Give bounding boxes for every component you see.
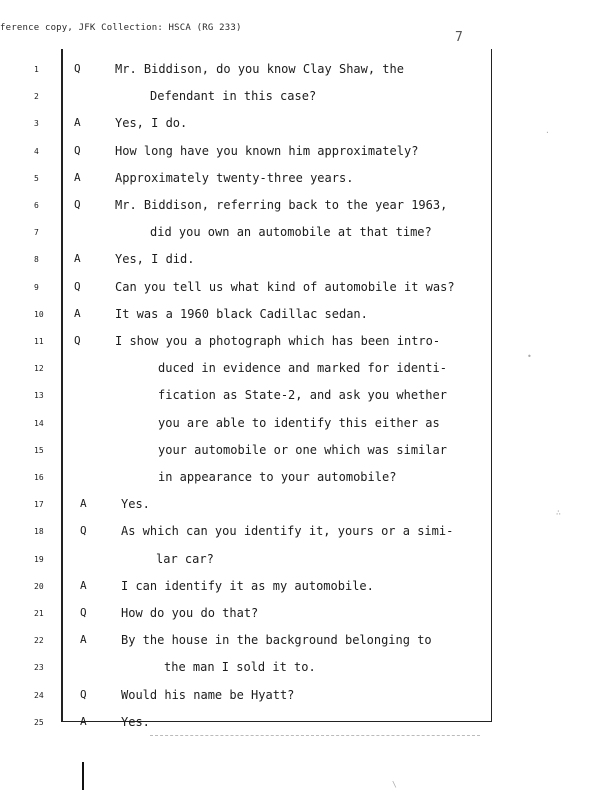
transcript-line bbox=[0, 497, 612, 511]
transcript-line bbox=[0, 470, 612, 484]
transcript-line bbox=[0, 225, 612, 239]
transcript-line bbox=[0, 660, 612, 674]
line-number: 13 bbox=[34, 391, 44, 401]
line-text: did you own an automobile at that time? bbox=[150, 225, 432, 240]
line-text: fication as State-2, and ask you whether bbox=[158, 388, 447, 403]
speaker-label: Q bbox=[80, 687, 87, 701]
line-text: you are able to identify this either as bbox=[158, 415, 440, 430]
line-number: 3 bbox=[34, 119, 39, 129]
line-number: 9 bbox=[34, 282, 39, 292]
transcript-line bbox=[0, 579, 612, 593]
transcript-line bbox=[0, 116, 612, 130]
line-text: Approximately twenty-three years. bbox=[115, 170, 354, 185]
line-number: 20 bbox=[34, 581, 44, 591]
line-number: 2 bbox=[34, 92, 39, 102]
line-number: 10 bbox=[34, 309, 44, 319]
line-number: 24 bbox=[34, 690, 44, 700]
line-number: 18 bbox=[34, 527, 44, 537]
line-text: Yes. bbox=[121, 714, 150, 729]
line-text: the man I sold it to. bbox=[164, 660, 316, 675]
line-number: 16 bbox=[34, 473, 44, 482]
line-text: As which can you identify it, yours or a simi- bbox=[121, 524, 454, 539]
scan-speck: \ bbox=[392, 780, 397, 789]
line-number: 21 bbox=[34, 609, 44, 618]
transcript-line bbox=[0, 388, 612, 402]
speaker-label: A bbox=[74, 170, 81, 184]
line-number: 7 bbox=[34, 228, 39, 238]
line-number: 6 bbox=[34, 201, 39, 210]
line-text: Yes, I do. bbox=[115, 116, 188, 131]
transcript-line bbox=[0, 416, 612, 430]
line-number: 25 bbox=[34, 717, 44, 727]
line-text: By the house in the background belonging to bbox=[121, 633, 432, 648]
transcript-line bbox=[0, 715, 612, 729]
scan-speck: ∴ bbox=[556, 508, 561, 517]
speaker-label: Q bbox=[74, 279, 81, 293]
line-number: 8 bbox=[34, 255, 39, 265]
collection-header: ference copy, JFK Collection: HSCA (RG 233) bbox=[0, 23, 242, 33]
transcript-line bbox=[0, 524, 612, 538]
line-number: 1 bbox=[34, 65, 39, 74]
transcript-line bbox=[0, 443, 612, 457]
page-mark: 7 bbox=[455, 30, 463, 45]
speaker-label: Q bbox=[74, 198, 81, 211]
line-text: duced in evidence and marked for identi- bbox=[158, 361, 447, 376]
line-number: 4 bbox=[34, 146, 39, 156]
scan-speck: · bbox=[545, 128, 550, 137]
line-number: 22 bbox=[34, 636, 44, 646]
transcript-line bbox=[0, 307, 612, 321]
line-number: 19 bbox=[34, 554, 44, 564]
line-text: Yes. bbox=[121, 497, 150, 512]
line-number: 15 bbox=[34, 445, 44, 455]
line-number: 23 bbox=[34, 663, 44, 673]
transcript-line bbox=[0, 552, 612, 566]
speaker-label: A bbox=[80, 714, 87, 728]
transcript-line bbox=[0, 361, 612, 375]
line-text: I show you a photograph which has been intro- bbox=[115, 334, 441, 348]
speaker-label: A bbox=[74, 306, 81, 320]
line-text: Mr. Biddison, referring back to the year 1963, bbox=[115, 198, 448, 212]
transcript-line bbox=[0, 334, 612, 348]
line-text: It was a 1960 black Cadillac sedan. bbox=[115, 306, 368, 321]
transcript-line bbox=[0, 688, 612, 702]
speaker-label: A bbox=[80, 578, 87, 592]
speaker-label: Q bbox=[80, 606, 87, 619]
line-number: 5 bbox=[34, 173, 39, 183]
speaker-label: Q bbox=[74, 62, 81, 75]
transcript-line bbox=[0, 633, 612, 647]
line-number: 14 bbox=[34, 418, 44, 428]
transcript-line bbox=[0, 280, 612, 294]
line-text: Yes, I did. bbox=[115, 252, 195, 267]
speaker-label: A bbox=[74, 252, 81, 266]
transcript-line bbox=[0, 144, 612, 158]
transcript-line bbox=[0, 198, 612, 212]
speaker-label: A bbox=[80, 497, 87, 511]
transcript-line bbox=[0, 89, 612, 103]
line-text: in appearance to your automobile? bbox=[158, 470, 397, 484]
transcript-line bbox=[0, 62, 612, 76]
line-text: your automobile or one which was similar bbox=[158, 442, 447, 457]
line-text: Defendant in this case? bbox=[150, 89, 317, 104]
footer-scan-artifact bbox=[150, 735, 480, 738]
line-text: How do you do that? bbox=[121, 606, 259, 620]
transcript-line bbox=[0, 252, 612, 266]
margin-stroke bbox=[82, 762, 84, 790]
speaker-label: Q bbox=[80, 524, 87, 538]
transcript-line bbox=[0, 606, 612, 620]
line-text: Would his name be Hyatt? bbox=[121, 687, 295, 702]
scan-speck: • bbox=[527, 352, 532, 361]
line-number: 11 bbox=[34, 337, 44, 346]
line-text: I can identify it as my automobile. bbox=[121, 578, 374, 593]
line-number: 12 bbox=[34, 364, 44, 374]
speaker-label: Q bbox=[74, 143, 81, 157]
line-number: 17 bbox=[34, 500, 44, 510]
speaker-label: Q bbox=[74, 334, 81, 347]
transcript-line bbox=[0, 171, 612, 185]
line-text: Mr. Biddison, do you know Clay Shaw, the bbox=[115, 62, 404, 76]
speaker-label: A bbox=[80, 633, 87, 647]
line-text: lar car? bbox=[156, 551, 214, 566]
speaker-label: A bbox=[74, 116, 81, 130]
line-text: How long have you known him approximately? bbox=[115, 143, 419, 158]
line-text: Can you tell us what kind of automobile it was? bbox=[115, 279, 455, 294]
